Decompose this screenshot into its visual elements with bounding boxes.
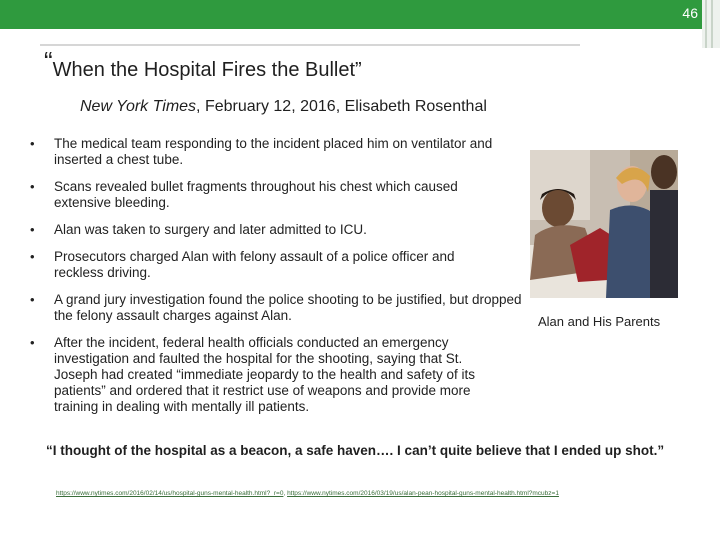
bullet-marker: • (30, 222, 35, 237)
photo-illustration (530, 150, 678, 298)
article-citation (80, 98, 487, 116)
bullet-item (30, 136, 505, 168)
slide-title (44, 46, 362, 83)
link-separator: , (283, 490, 288, 497)
page-number: 46 (682, 5, 698, 21)
title-quote-mark: “ (44, 46, 53, 76)
bullet-item (30, 335, 499, 415)
bullet-marker: • (30, 292, 35, 307)
bullet-text: The medical team responding to the incident placed him on ventilator and inserted a chest tube. (54, 136, 493, 167)
photo-caption: Alan and His Parents (538, 314, 661, 329)
patient-family-photo (530, 150, 678, 298)
pull-quote: “I thought of the hospital as a beacon, a safe haven…. I can’t quite believe that I ended up shot.” (46, 443, 665, 458)
title-text: When the Hospital Fires the Bullet” (52, 59, 362, 81)
bullet-marker: • (30, 136, 35, 151)
bullet-item (30, 179, 505, 211)
bullet-item (30, 222, 505, 238)
bullet-text: Prosecutors charged Alan with felony assault of a police officer and reckless driving. (54, 249, 455, 280)
bullet-text: Alan was taken to surgery and later admitted to ICU. (54, 222, 367, 237)
bullet-marker: • (30, 179, 35, 194)
bullet-list (30, 136, 522, 426)
bullet-marker: • (30, 335, 35, 350)
bullet-item (30, 292, 524, 324)
source-link-2[interactable]: https://www.nytimes.com/2016/03/19/us/alan-pean-hospital-guns-mental-health.html?mcubz=1 (287, 490, 559, 497)
citation-details: , February 12, 2016, Elisabeth Rosenthal (196, 98, 487, 115)
title-divider (40, 44, 580, 46)
header-bar (0, 0, 702, 29)
bullet-text: Scans revealed bullet fragments throughout his chest which caused extensive bleeding. (54, 179, 458, 210)
source-link-1[interactable]: https://www.nytimes.com/2016/02/14/us/hospital-guns-mental-health.html?_r=0 (56, 490, 284, 497)
bullet-text: After the incident, federal health officials conducted an emergency investigation and faulted the hospital for the shooting, saying that St. Joseph had created “immediate jeopardy to the health and safety of its patients” and ordered that it restrict use of weapons and provide more training in dealing with mentally ill patients. (54, 335, 476, 414)
bullet-marker: • (30, 249, 35, 264)
bullet-item (30, 249, 505, 281)
header-bar-edge (702, 0, 720, 48)
bullet-text: A grand jury investigation found the police shooting to be justified, but dropped the felony assault charges against Alan. (54, 292, 522, 323)
publication-name: New York Times (80, 98, 197, 115)
source-links (56, 490, 559, 497)
